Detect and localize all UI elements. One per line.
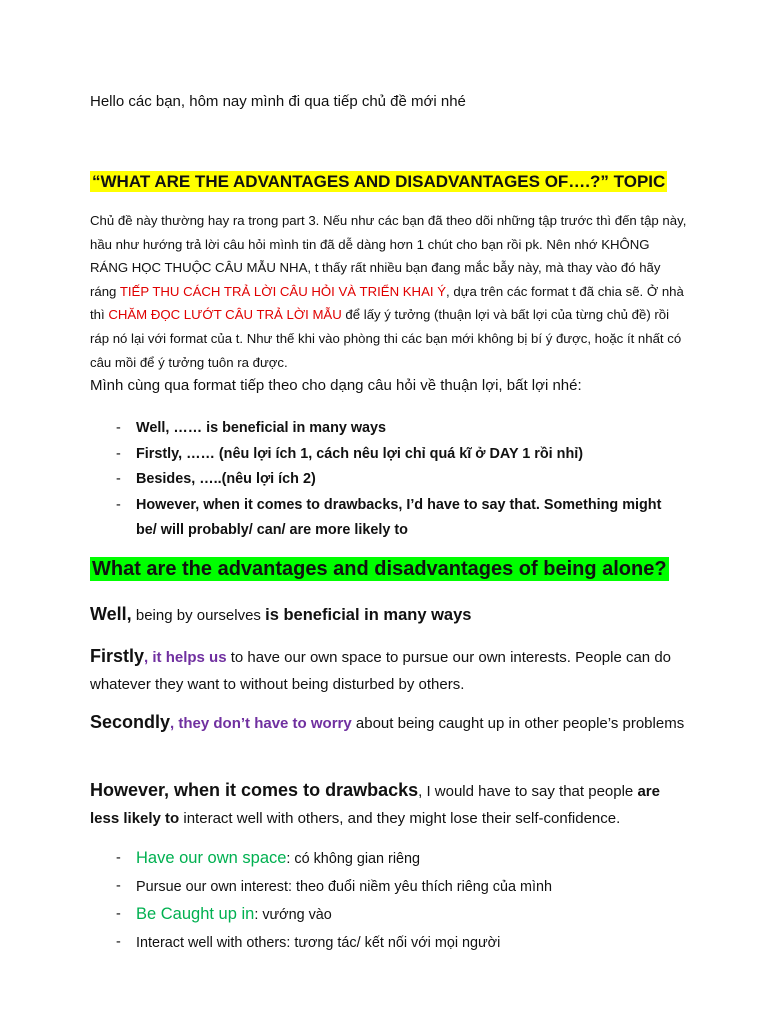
vocab-def: Interact well with others: tương tác/ kết nối với mọi người <box>136 935 501 951</box>
para-text-3: để lấy ý tưởng (thuận lợi và bất lợi của từng chủ đề) rồi ráp nó lại với format của t. Như thế khi vào phòng thi các bạn mới không bị bí ý được, hoặc ít nhất có câu mồi để ý tưởng tuôn ra được. <box>90 307 682 370</box>
vocab-def: : vướng vào <box>254 907 332 923</box>
answer-well-mid: being by ourselves <box>131 607 266 624</box>
answer-secondly-comma: , <box>170 715 179 732</box>
format-item: - However, when it comes to drawbacks, I’d have to say that. Something might be/ will probably/ can/ are more likely to <box>112 493 672 544</box>
para-text-2: , dựa trên các format t đã chia sẽ. Ở nhà thì <box>90 283 684 323</box>
para-red-1: TIẾP THU CÁCH TRẢ LỜI CÂU HỎI VÀ TRIỂN KHAI Ý <box>119 283 446 299</box>
vocab-def: : có không gian riêng <box>286 851 421 867</box>
topic-title-highlight: “WHAT ARE THE ADVANTAGES AND DISADVANTAGES OF….?” TOPIC <box>92 172 666 191</box>
question-highlight: What are the advantages and disadvantages of being alone? <box>92 558 667 580</box>
para-red-2: CHĂM ĐỌC LƯỚT CÂU TRẢ LỜI MẪU <box>108 307 342 323</box>
answer-firstly <box>90 643 690 698</box>
answer-however-label: However, when it comes to drawbacks <box>90 780 419 800</box>
answer-firstly-rest: to have our own space to pursue our own interests. People can do whatever they want to without being disturbed by others. <box>90 649 672 693</box>
vocab-def: Pursue our own interest: theo đuổi niềm yêu thích riêng của mình <box>136 879 552 895</box>
answer-however-rest: interact well with others, and they might lose their self-confidence. <box>179 810 621 827</box>
vocab-item <box>112 901 672 929</box>
answer-well-bold: Well, <box>90 604 132 624</box>
answer-however-mid: , I would have to say that people <box>418 783 638 800</box>
answer-secondly <box>90 709 690 737</box>
answer-secondly-label: Secondly <box>90 712 171 732</box>
vocab-list <box>112 845 672 957</box>
answer-firstly-label: Firstly <box>90 646 145 666</box>
para-text-1: Chủ đề này thường hay ra trong part 3. Nếu như các bạn đã theo dõi những tập trước thì đến tập này, hầu như hướng trả lời câu hỏi mình tin đã dễ dàng hơn 1 chút cho bạn rồi pk. Nên nhớ KHÔNG RÁNG HỌC THUỘC CÂU MẪU NHA, t thấy rất nhiều bạn đang mắc bẫy này, mà thay vào đó hãy ráng <box>90 213 687 299</box>
vocab-item <box>112 845 672 873</box>
format-list <box>112 416 672 544</box>
format-item: - Well, …… is beneficial in many ways <box>112 416 672 442</box>
format-item: - Firstly, …… (nêu lợi ích 1, cách nêu lợi chỉ quá kĩ ở DAY 1 rồi nhỉ) <box>112 442 672 468</box>
format-item: - Besides, …..(nêu lợi ích 2) <box>112 467 672 493</box>
intro-text: Hello các bạn, hôm nay mình đi qua tiếp chủ đề mới nhé <box>90 93 466 110</box>
answer-well <box>90 601 690 629</box>
answer-well-end: is beneficial in many ways <box>265 606 472 624</box>
answer-secondly-rest: about being caught up in other people’s problems <box>351 715 685 732</box>
intro-paragraph <box>90 209 690 374</box>
answer-however <box>90 777 690 832</box>
answer-firstly-phrase: it helps us <box>152 649 227 666</box>
vocab-item <box>112 873 672 901</box>
answer-firstly-comma: , <box>144 649 153 666</box>
format-lead: Mình cùng qua format tiếp theo cho dạng câu hỏi về thuận lợi, bất lợi nhé: <box>90 377 582 394</box>
vocab-term: Have our own space <box>136 849 287 867</box>
question-heading <box>90 558 690 581</box>
answer-however-bold: are less likely to <box>90 783 660 827</box>
topic-title <box>90 172 690 192</box>
answer-secondly-phrase: they don’t have to worry <box>178 715 352 732</box>
vocab-item <box>112 929 672 957</box>
vocab-term: Be Caught up in <box>136 905 255 923</box>
